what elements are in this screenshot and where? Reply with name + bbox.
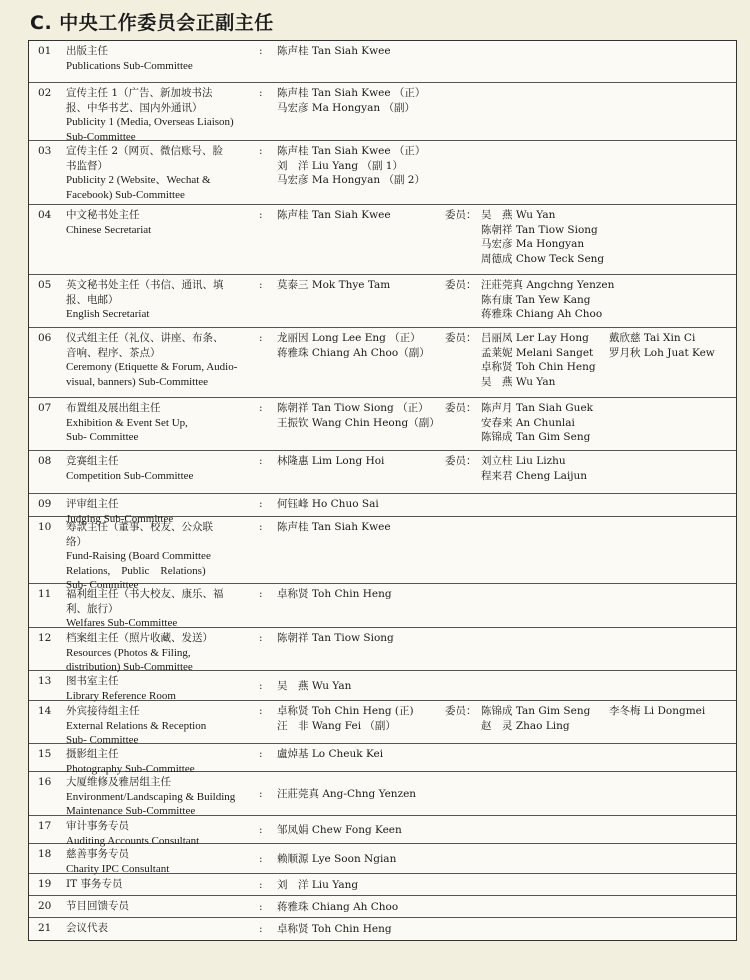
row-number: 21 (38, 922, 52, 934)
committee-name-zh: 审计事务专员 (66, 820, 129, 832)
committee-name-en: Ceremony (Etiquette & Forum, Audio- (66, 361, 238, 373)
chair-names (277, 208, 447, 223)
member-names-line: 陈有康 Tan Yew Kang (481, 293, 591, 306)
committee-name-en: Publicity 1 (Media, Overseas Liaison) (66, 116, 234, 128)
member-names-col2-line: 罗月秋 Loh Juat Kew (609, 346, 715, 359)
member-names-line: 安春来 An Chunlai (481, 416, 575, 429)
member-names (481, 208, 604, 266)
table-row (29, 451, 736, 494)
chair-names-line: 王振钦 Wang Chin Heong（副） (277, 416, 440, 429)
committee-name (66, 454, 248, 483)
chair-names-line: 吴 燕 Wu Yan (277, 679, 352, 692)
table-row (29, 896, 736, 918)
member-names-col2-line: 戴欣慈 Tai Xin Ci (609, 332, 696, 344)
committee-name-en: visual, banners) Sub-Committee (66, 375, 209, 388)
committee-name (66, 278, 248, 322)
row-number: 03 (38, 145, 52, 157)
row-number: 14 (38, 705, 52, 717)
committee-name-zh: 大厦维修及雅居组主任 (66, 776, 171, 788)
separator-colon: : (259, 922, 263, 935)
committee-name (66, 331, 248, 389)
committee-name-zh: 评审组主任 (66, 498, 119, 510)
chair-names-line: 赖顺源 Lye Soon Ngian (277, 852, 397, 865)
committee-name (66, 587, 248, 631)
separator-colon: : (259, 521, 263, 533)
committee-name-en: Competition Sub-Committee (66, 469, 194, 482)
chair-names-line: 陈声桂 Tan Siah Kwee （正） (277, 87, 426, 99)
committee-name-zh: 慈善事务专员 (66, 848, 129, 860)
row-number: 18 (38, 848, 52, 860)
chair-names-line: 陈声桂 Tan Siah Kwee (277, 45, 391, 57)
member-names-line: 马宏彦 Ma Hongyan (481, 238, 585, 250)
table-row (29, 328, 736, 398)
committee-name-zh: 仪式组主任（礼仪、讲座、布条、 (66, 332, 224, 344)
committee-name (66, 899, 248, 914)
table-row (29, 628, 736, 671)
committee-name-en: Publicity 2 (Website、Wechat & (66, 174, 211, 186)
committee-name-zh: 外宾接待组主任 (66, 705, 140, 717)
member-names-line: 周德成 Chow Teck Seng (481, 252, 605, 265)
table-row (29, 398, 736, 451)
committee-name-en: Library Reference Room (66, 689, 176, 702)
chair-names-line: 陈声桂 Tan Siah Kwee (277, 209, 391, 221)
chair-names-line: 蒋雅珠 Chiang Ah Choo (277, 900, 399, 913)
table-row (29, 517, 736, 591)
member-names-line: 汪莊莞真 Angchng Yenzen (481, 279, 615, 291)
chair-names (277, 747, 447, 762)
table-row (29, 141, 736, 205)
chair-names (277, 331, 447, 360)
table-row (29, 83, 736, 141)
chair-names-line: 陈声桂 Tan Siah Kwee (277, 521, 391, 533)
members-label: 委员： (445, 332, 477, 344)
committee-name-en: Judging Sub-Committee (66, 512, 174, 525)
chair-names-line: 林隆惠 Lim Long Hoi (277, 455, 385, 467)
chair-names (277, 587, 447, 602)
member-names-line: 孟莱妮 Melani Sanget (481, 346, 594, 359)
chair-names-line: 卓称贤 Toh Chin Heng (正) (277, 705, 414, 717)
separator-colon: : (259, 498, 263, 510)
committee-name-zh: 书监督） (66, 159, 108, 172)
chair-names-line: 邹凤娟 Chew Fong Keen (277, 823, 402, 836)
committee-name-en: Sub- Committee (66, 431, 139, 443)
committee-name-en: Facebook) Sub-Committee (66, 188, 185, 201)
member-names (481, 331, 596, 389)
committee-name (66, 877, 248, 892)
member-names (481, 278, 614, 322)
committee-name-zh: 利、旅行） (66, 602, 119, 615)
row-number: 04 (38, 209, 52, 221)
chair-names (277, 144, 447, 188)
committee-name-en: Exhibition & Event Set Up, (66, 416, 188, 429)
committee-name-zh: 布置组及展出组主任 (66, 402, 161, 414)
table-row (29, 41, 736, 83)
table-row (29, 205, 736, 275)
committee-name-zh: IT 事务专员 (66, 878, 123, 890)
committee-name-en: English Secretariat (66, 308, 150, 320)
chair-names-line: 陈朝祥 Tan Tiow Siong (277, 632, 394, 644)
row-number: 05 (38, 279, 52, 291)
chair-names-line: 马宏彦 Ma Hongyan （副） (277, 101, 415, 114)
committee-name-en: Auditing Accounts Consultant (66, 834, 200, 847)
chair-names-line: 卓称贤 Toh Chin Heng (277, 588, 392, 600)
member-names-line: 刘立柱 Liu Lizhu (481, 455, 566, 467)
separator-colon: : (259, 402, 263, 414)
members-label: 委员： (445, 209, 477, 221)
chair-names (277, 786, 447, 801)
chair-names (277, 851, 447, 866)
committee-name (66, 775, 248, 819)
committee-name-en: Fund-Raising (Board Committee (66, 550, 211, 562)
row-number: 01 (38, 45, 52, 57)
separator-colon: : (259, 145, 263, 157)
chair-names-line: 龙丽因 Long Lee Eng （正） (277, 332, 421, 344)
committee-name (66, 144, 248, 202)
separator-colon: : (259, 823, 263, 836)
members-label: 委员： (445, 705, 477, 717)
chair-names-line: 刘 洋 Liu Yang (277, 878, 359, 891)
chair-names-line: 汪 非 Wang Fei （副） (277, 719, 396, 732)
chair-names-line: 卓称贤 Toh Chin Heng (277, 922, 392, 935)
committee-name-zh: 会议代表 (66, 922, 108, 934)
committee-name-zh: 中文秘书处主任 (66, 209, 140, 221)
committee-name-zh: 档案组主任（照片收藏、发送） (66, 632, 213, 644)
committee-name-zh: 出版主任 (66, 45, 108, 57)
chair-names (277, 497, 447, 512)
table-row (29, 918, 736, 940)
separator-colon: : (259, 900, 263, 913)
member-names-line: 陈锦成 Tan Gim Seng (481, 431, 591, 443)
row-number: 06 (38, 332, 52, 344)
separator-colon: : (259, 632, 263, 644)
member-names-line: 蒋雅珠 Chiang Ah Choo (481, 308, 603, 320)
chair-names (277, 86, 447, 115)
separator-colon: : (259, 878, 263, 891)
chair-names-line: 盧焯基 Lo Cheuk Kei (277, 748, 384, 760)
separator-colon: : (259, 852, 263, 865)
separator-colon: : (259, 87, 263, 99)
committee-name (66, 921, 248, 936)
table-row (29, 671, 736, 701)
member-names-line: 卓称贤 Toh Chin Heng (481, 361, 596, 373)
committee-name-zh: 节目回馈专员 (66, 900, 129, 912)
committee-name-en: Welfares Sub-Committee (66, 617, 178, 629)
table-row (29, 816, 736, 847)
row-number: 19 (38, 878, 52, 890)
row-number: 09 (38, 498, 52, 510)
member-names-line: 赵 灵 Zhao Ling (481, 719, 570, 732)
member-names-line: 程来君 Cheng Laijun (481, 469, 588, 482)
row-number: 20 (38, 900, 52, 912)
member-names-col2 (609, 704, 705, 719)
committee-name-en: Charity IPC Consultant (66, 862, 170, 875)
chair-names-line: 刘 洋 Liu Yang （副 1） (277, 159, 403, 172)
committee-name-zh: 宣传主任 2（网页、微信账号、脸 (66, 145, 224, 157)
committee-name-zh: 竞赛组主任 (66, 455, 119, 467)
committee-name-en: Environment/Landscaping & Building (66, 790, 236, 803)
chair-names-line: 何钰峰 Ho Chuo Sai (277, 498, 379, 510)
chair-names (277, 704, 447, 733)
members-label: 委员： (445, 455, 477, 467)
table-row (29, 584, 736, 628)
row-number: 17 (38, 820, 52, 832)
table-row (29, 874, 736, 896)
committee-name-en: Photography Sub-Committee (66, 762, 195, 775)
committee-name-en: Resources (Photos & Filing, (66, 646, 191, 659)
table-row (29, 275, 736, 328)
separator-colon: : (259, 748, 263, 760)
separator-colon: : (259, 787, 263, 800)
member-names-line: 吴 燕 Wu Yan (481, 375, 556, 388)
member-names (481, 401, 593, 445)
committee-name (66, 86, 248, 144)
chair-names-line: 马宏彦 Ma Hongyan （副 2） (277, 174, 425, 186)
separator-colon: : (259, 588, 263, 600)
committee-name-en: Relations, Public Relations) (66, 564, 206, 577)
table-row (29, 744, 736, 775)
chair-names-line: 莫泰三 Mok Thye Tam (277, 279, 391, 291)
member-names-line: 陈朝祥 Tan Tiow Siong (481, 223, 598, 236)
chair-names (277, 278, 447, 293)
committee-name-en: External Relations & Reception (66, 719, 207, 732)
table-row (29, 701, 736, 744)
table-row (29, 494, 736, 525)
committee-name-zh: 福利组主任（书大校友、康乐、福 (66, 588, 224, 600)
committee-name (66, 704, 248, 748)
committee-name-zh: 报、电邮） (66, 293, 119, 306)
committee-name-zh: 筹款主任（董事、校友、公众联 (66, 521, 213, 533)
committee-name-zh: 报、中华书艺、国内外通讯） (66, 101, 203, 114)
chair-names-line: 汪莊莞真 Ang-Chng Yenzen (277, 787, 417, 800)
members-label: 委员： (445, 279, 477, 291)
row-number: 08 (38, 455, 52, 467)
member-names-line: 吴 燕 Wu Yan (481, 209, 556, 221)
committee-name-zh: 摄影组主任 (66, 748, 119, 760)
row-number: 11 (38, 588, 52, 600)
separator-colon: : (259, 45, 263, 57)
row-number: 02 (38, 87, 52, 99)
committee-name-zh: 宣传主任 1（广告、新加坡书法 (66, 87, 213, 99)
committee-name-zh: 图书室主任 (66, 675, 119, 687)
member-names-line: 陈声月 Tan Siah Guek (481, 402, 594, 414)
committee-name-zh: 英文秘书处主任（书信、通讯、填 (66, 279, 224, 291)
member-names (481, 704, 590, 733)
committee-name-zh: 音响、程序、茶点） (66, 346, 161, 359)
separator-colon: : (259, 705, 263, 717)
member-names-col2-line: 李冬梅 Li Dongmei (609, 705, 706, 717)
committee-name-en: Maintenance Sub-Committee (66, 805, 196, 817)
chair-names-line: 蒋雅珠 Chiang Ah Choo（副） (277, 346, 430, 359)
table-row (29, 844, 736, 874)
member-names-col2 (609, 331, 715, 360)
chair-names (277, 631, 447, 646)
committee-table (28, 40, 737, 941)
committee-name-en: Sub- Committee (66, 579, 139, 591)
chair-names (277, 401, 447, 430)
committee-name (66, 847, 248, 876)
chair-names (277, 922, 447, 937)
separator-colon: : (259, 279, 263, 291)
committee-name-en: Chinese Secretariat (66, 223, 152, 236)
chair-names-line: 陈声桂 Tan Siah Kwee （正） (277, 145, 426, 157)
separator-colon: : (259, 332, 263, 344)
chair-names-line: 陈朝祥 Tan Tiow Siong （正） (277, 402, 429, 414)
committee-name (66, 44, 248, 73)
chair-names (277, 678, 447, 693)
chair-names (277, 520, 447, 535)
row-number: 07 (38, 402, 52, 414)
member-names (481, 454, 587, 483)
chair-names (277, 899, 447, 914)
committee-name-en: Sub- Committee (66, 734, 139, 746)
committee-name-en: Publications Sub-Committee (66, 59, 193, 72)
member-names-line: 吕丽凤 Ler Lay Hong (481, 332, 589, 344)
committee-name (66, 208, 248, 237)
committee-name-en: distribution) Sub-Committee (66, 661, 193, 673)
row-number: 12 (38, 632, 52, 644)
row-number: 13 (38, 675, 52, 687)
committee-name (66, 631, 248, 675)
row-number: 15 (38, 748, 52, 760)
committee-name (66, 401, 248, 445)
committee-name-zh: 络） (66, 535, 87, 548)
separator-colon: : (259, 679, 263, 692)
page-title: C. 中央工作委员会正副主任 (30, 12, 274, 34)
separator-colon: : (259, 455, 263, 467)
committee-name (66, 674, 248, 703)
members-label: 委员： (445, 402, 477, 414)
table-row (29, 772, 736, 816)
chair-names (277, 822, 447, 837)
separator-colon: : (259, 209, 263, 221)
row-number: 10 (38, 521, 52, 533)
chair-names (277, 877, 447, 892)
member-names-line: 陈锦成 Tan Gim Seng (481, 705, 591, 717)
committee-name-en: Sub-Committee (66, 130, 136, 143)
chair-names (277, 454, 447, 469)
row-number: 16 (38, 776, 52, 788)
chair-names (277, 44, 447, 59)
committee-name (66, 520, 248, 593)
